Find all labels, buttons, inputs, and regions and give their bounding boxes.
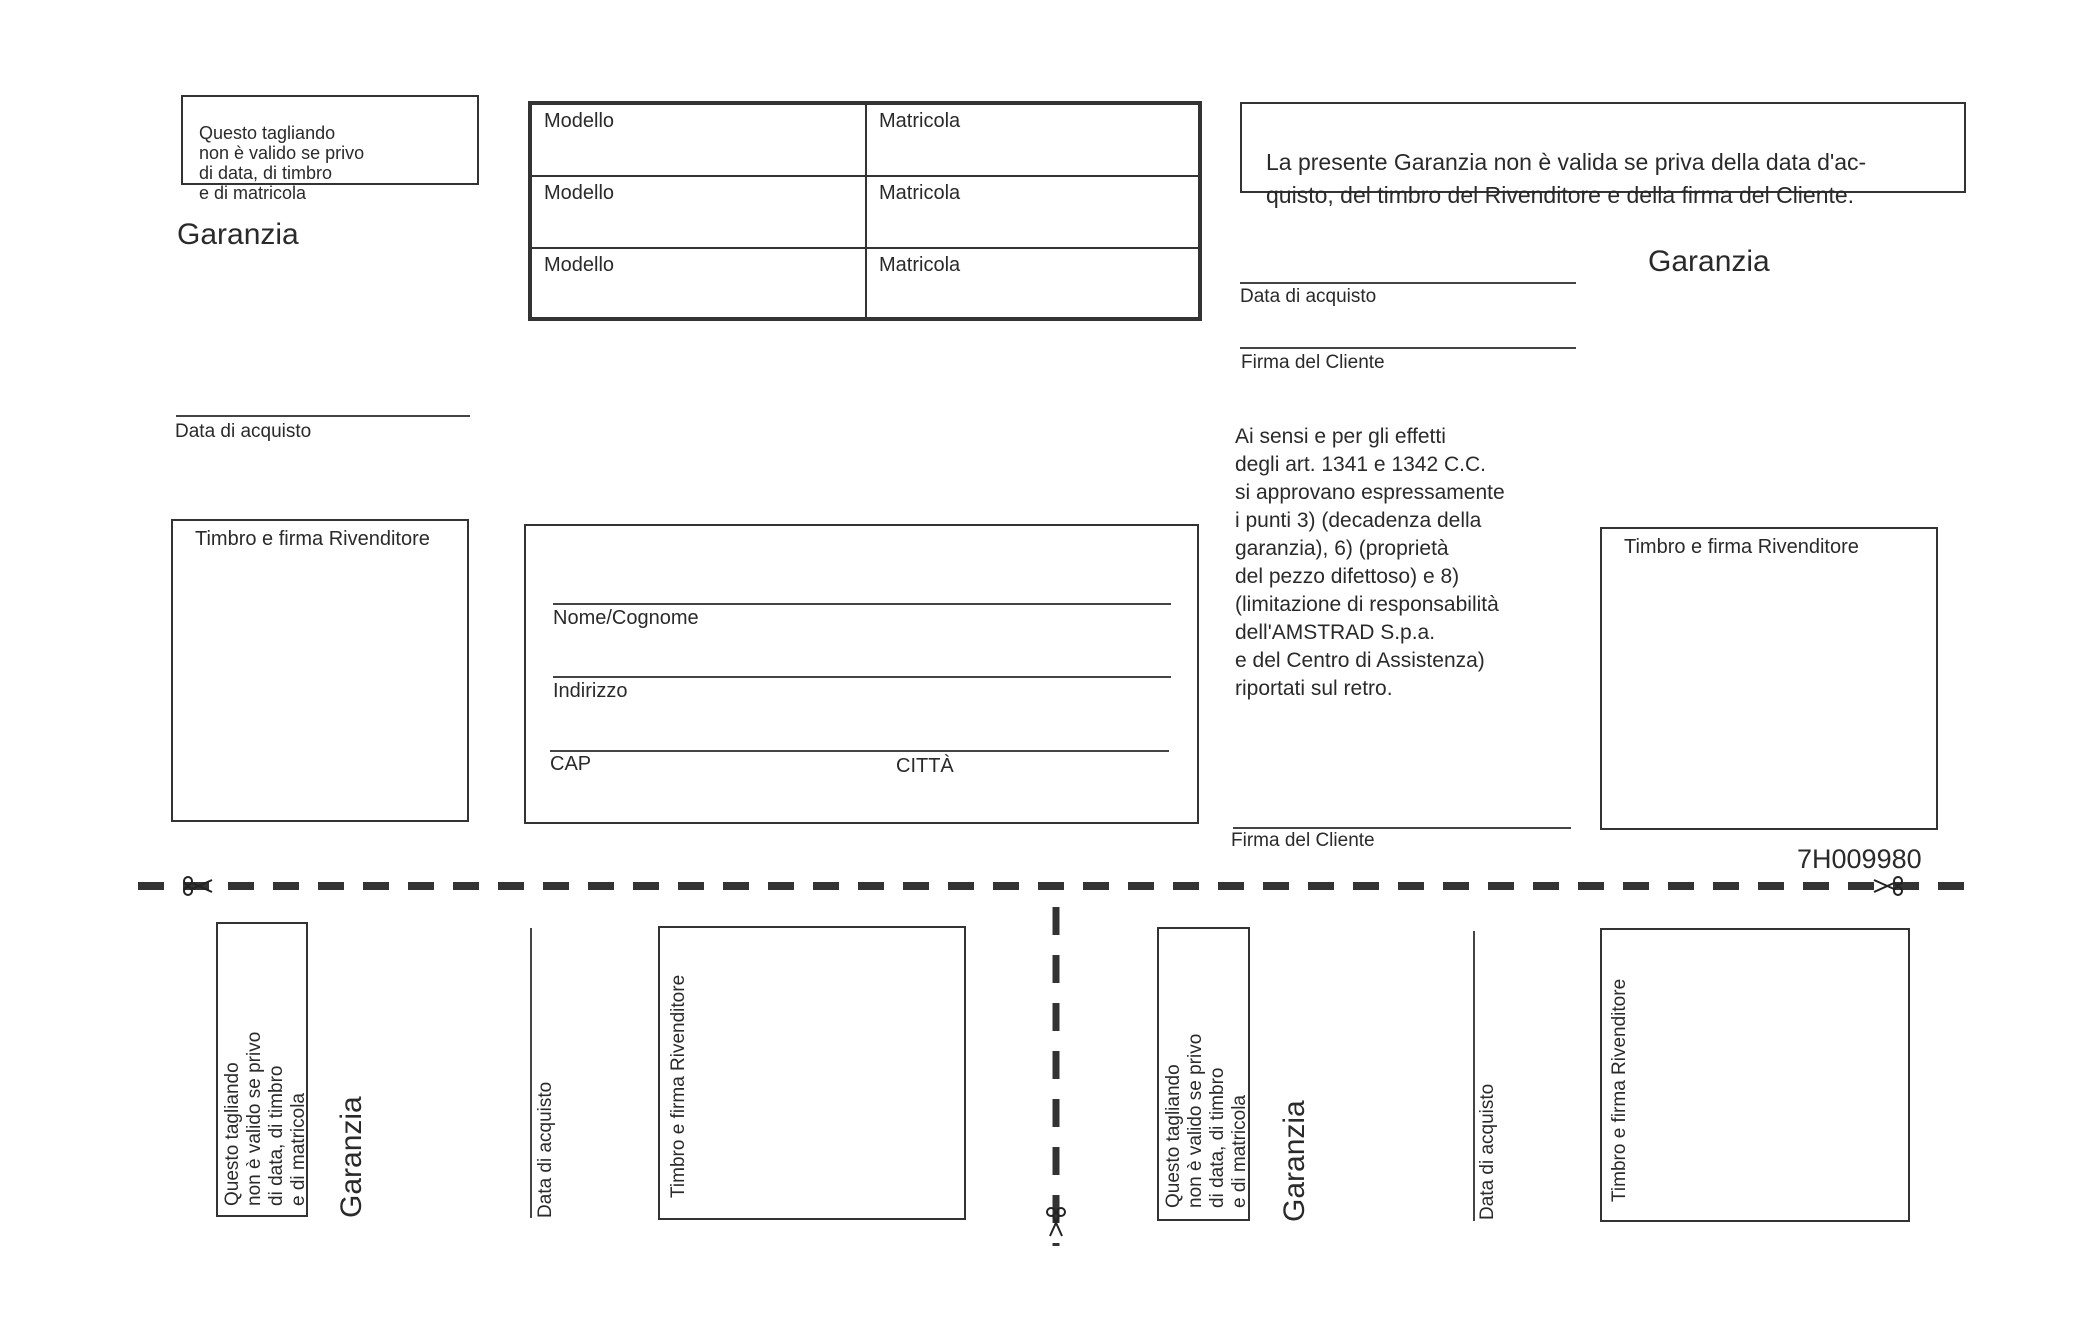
coupon-a-title: Garanzia [335,1096,368,1218]
coupon-a-dealer-stamp-box[interactable] [658,926,966,1220]
coupon-a-notice-text: Questo tagliando non è valido se privo di data, di timbro e di matricola [222,1031,309,1206]
coupon-b-purchase-date-label: Data di acquisto [1477,1083,1498,1220]
stub-notice-text: Questo tagliando non è valido se privo di data, di timbro e di matricola [199,123,365,203]
purchase-date-label: Data di acquisto [1240,286,1377,307]
serial-label-2: Matricola [879,182,961,204]
main-title: Garanzia [1648,245,1770,278]
stub-title: Garanzia [177,218,299,251]
serial-label-1: Matricola [879,110,961,132]
model-label-2: Modello [544,182,615,204]
coupon-a-dealer-stamp-label: Timbro e firma Rivenditore [668,974,689,1198]
serial-label-3: Matricola [879,254,961,276]
coupon-b-notice-text: Questo tagliando non è valido se privo di data, di timbro e di matricola [1163,1033,1250,1208]
validity-notice-text: La presente Garanzia non è valida se priva della data d'ac- quisto, del timbro del Rivenditore e della firma del Cliente. [1266,149,1867,208]
serial-number: 7H009980 [1797,844,1922,874]
dealer-stamp-label: Timbro e firma Rivenditore [1624,536,1859,558]
postcode-label: CAP [550,753,592,775]
coupon-b-title: Garanzia [1278,1100,1311,1222]
model-label-3: Modello [544,254,615,276]
stub-dealer-stamp-label: Timbro e firma Rivenditore [195,528,430,550]
coupon-b-dealer-stamp-label: Timbro e firma Rivenditore [1609,978,1630,1202]
address-label: Indirizzo [553,680,628,702]
coupon-b-dealer-stamp-box[interactable] [1600,928,1910,1222]
coupon-a-purchase-date-line[interactable] [530,928,532,1218]
legal-approval-text: Ai sensi e per gli effetti degli art. 1341 e 1342 C.C. si approvano espressamente i punti 3) (decadenza della garanzia), 6) (proprietà del pezzo difettoso) e 8) (limitazione di responsabilità dell'AMSTRAD S.p.a. e del Centro di Assistenza) riportati sul retro. [1235,425,1505,700]
coupon-a-purchase-date-label: Data di acquisto [535,1081,556,1218]
coupon-b-purchase-date-line[interactable] [1473,931,1475,1221]
city-label: CITTÀ [896,755,954,777]
stub-purchase-date-label: Data di acquisto [175,421,312,442]
customer-signature-label-bottom: Firma del Cliente [1231,830,1375,851]
name-label: Nome/Cognome [553,607,699,629]
customer-signature-label-top: Firma del Cliente [1241,352,1385,373]
model-label-1: Modello [544,110,615,132]
